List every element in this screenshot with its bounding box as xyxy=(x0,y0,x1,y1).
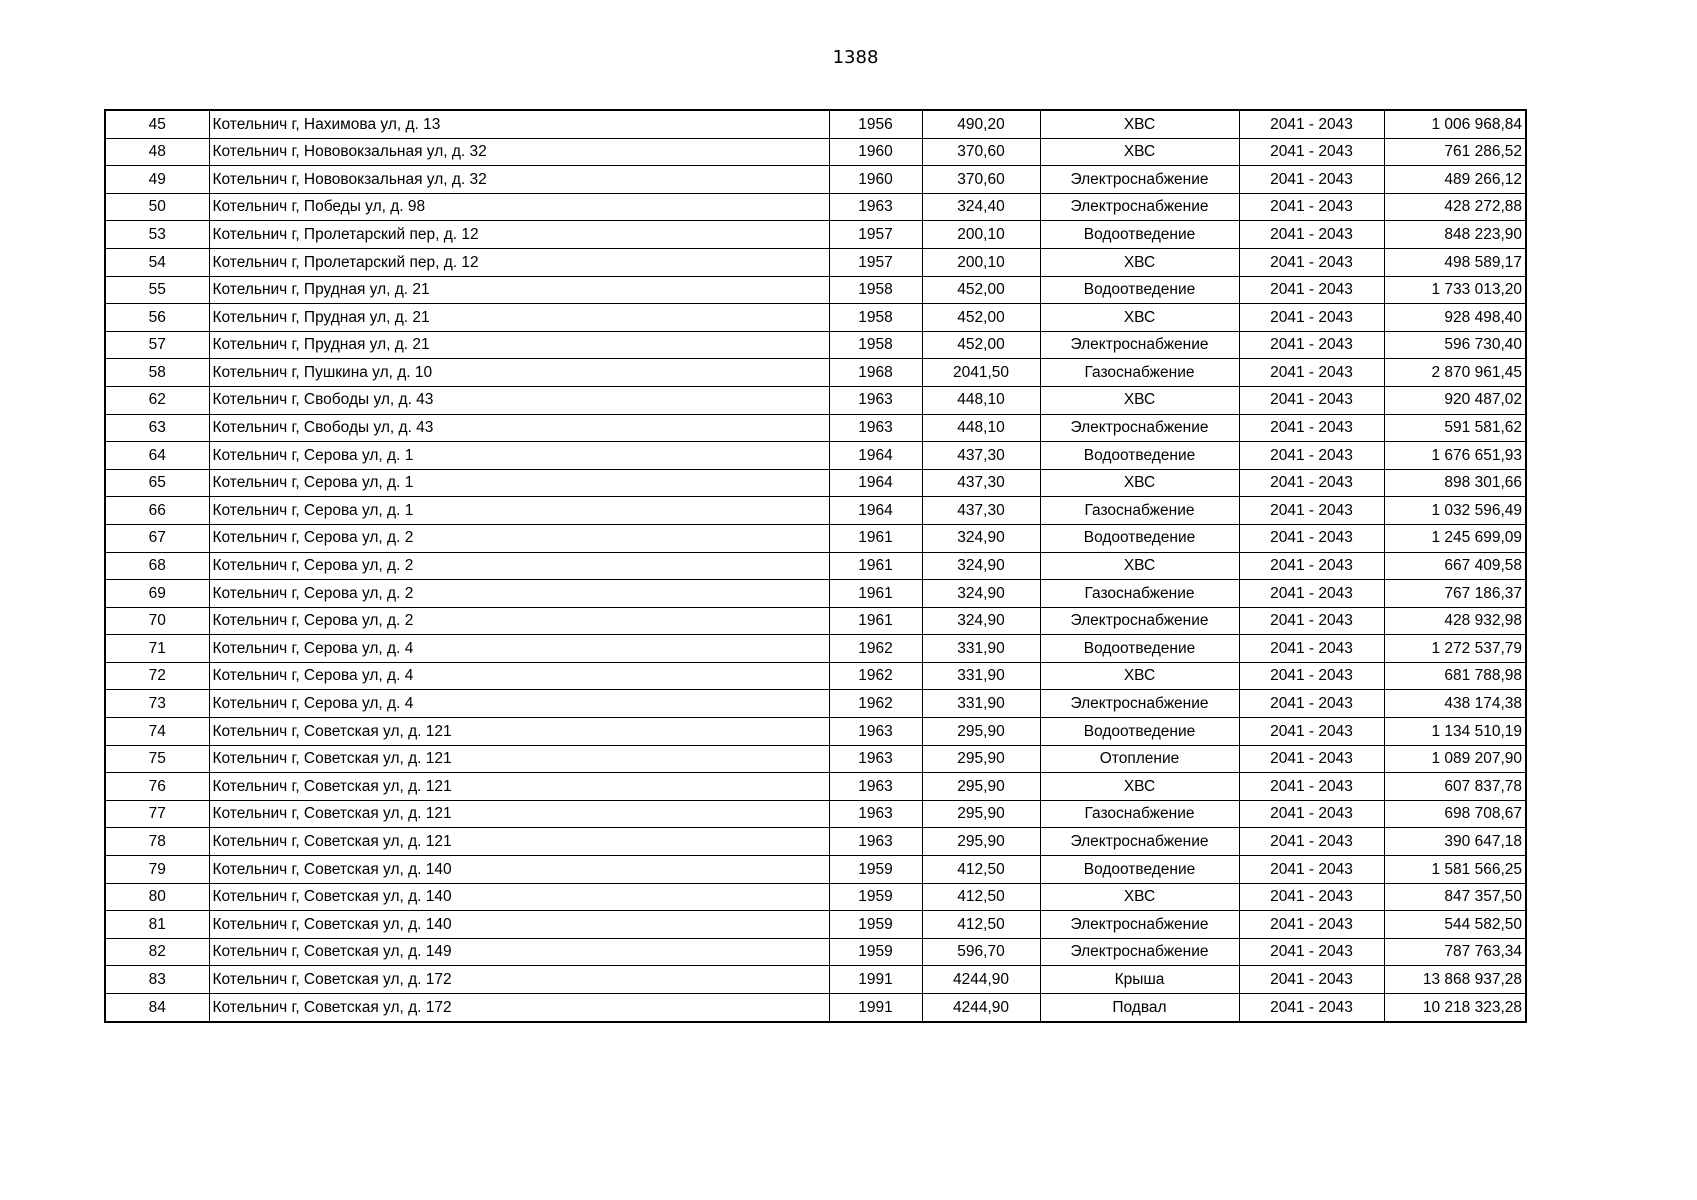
period-cell: 2041 - 2043 xyxy=(1239,442,1384,470)
period-cell: 2041 - 2043 xyxy=(1239,497,1384,525)
period-cell: 2041 - 2043 xyxy=(1239,883,1384,911)
cost-cell: 1 733 013,20 xyxy=(1384,276,1526,304)
year-cell: 1962 xyxy=(829,690,922,718)
address-cell: Котельнич г, Победы ул, д. 98 xyxy=(209,193,829,221)
year-cell: 1964 xyxy=(829,442,922,470)
area-cell: 412,50 xyxy=(922,911,1040,939)
period-cell: 2041 - 2043 xyxy=(1239,911,1384,939)
period-cell: 2041 - 2043 xyxy=(1239,773,1384,801)
cost-cell: 390 647,18 xyxy=(1384,828,1526,856)
year-cell: 1963 xyxy=(829,414,922,442)
table-row xyxy=(105,193,1526,221)
address-cell: Котельнич г, Советская ул, д. 121 xyxy=(209,718,829,746)
cost-cell: 1 272 537,79 xyxy=(1384,635,1526,663)
table-row xyxy=(105,248,1526,276)
address-cell: Котельнич г, Советская ул, д. 121 xyxy=(209,745,829,773)
cost-cell: 2 870 961,45 xyxy=(1384,359,1526,387)
row-number: 70 xyxy=(105,607,209,635)
address-cell: Котельнич г, Нахимова ул, д. 13 xyxy=(209,110,829,138)
row-number: 48 xyxy=(105,138,209,166)
table-row xyxy=(105,662,1526,690)
table-row xyxy=(105,635,1526,663)
area-cell: 448,10 xyxy=(922,414,1040,442)
year-cell: 1963 xyxy=(829,745,922,773)
row-number: 81 xyxy=(105,911,209,939)
row-number: 78 xyxy=(105,828,209,856)
table-row xyxy=(105,442,1526,470)
area-cell: 295,90 xyxy=(922,718,1040,746)
area-cell: 437,30 xyxy=(922,442,1040,470)
area-cell: 200,10 xyxy=(922,221,1040,249)
table-row xyxy=(105,552,1526,580)
year-cell: 1963 xyxy=(829,193,922,221)
address-cell: Котельнич г, Свободы ул, д. 43 xyxy=(209,386,829,414)
area-cell: 331,90 xyxy=(922,662,1040,690)
work-type-cell: ХВС xyxy=(1040,469,1239,497)
row-number: 50 xyxy=(105,193,209,221)
table-row xyxy=(105,580,1526,608)
area-cell: 452,00 xyxy=(922,276,1040,304)
area-cell: 200,10 xyxy=(922,248,1040,276)
year-cell: 1959 xyxy=(829,856,922,884)
table-row xyxy=(105,883,1526,911)
table-row xyxy=(105,966,1526,994)
table-row xyxy=(105,938,1526,966)
area-cell: 4244,90 xyxy=(922,994,1040,1022)
year-cell: 1963 xyxy=(829,718,922,746)
row-number: 66 xyxy=(105,497,209,525)
period-cell: 2041 - 2043 xyxy=(1239,469,1384,497)
address-cell: Котельнич г, Советская ул, д. 149 xyxy=(209,938,829,966)
cost-cell: 1 032 596,49 xyxy=(1384,497,1526,525)
period-cell: 2041 - 2043 xyxy=(1239,607,1384,635)
area-cell: 324,90 xyxy=(922,524,1040,552)
cost-cell: 698 708,67 xyxy=(1384,800,1526,828)
row-number: 72 xyxy=(105,662,209,690)
cost-cell: 544 582,50 xyxy=(1384,911,1526,939)
row-number: 64 xyxy=(105,442,209,470)
period-cell: 2041 - 2043 xyxy=(1239,994,1384,1022)
work-type-cell: ХВС xyxy=(1040,883,1239,911)
period-cell: 2041 - 2043 xyxy=(1239,552,1384,580)
address-cell: Котельнич г, Серова ул, д. 1 xyxy=(209,442,829,470)
work-type-cell: Водоотведение xyxy=(1040,856,1239,884)
year-cell: 1968 xyxy=(829,359,922,387)
address-cell: Котельнич г, Прудная ул, д. 21 xyxy=(209,304,829,332)
period-cell: 2041 - 2043 xyxy=(1239,580,1384,608)
row-number: 71 xyxy=(105,635,209,663)
period-cell: 2041 - 2043 xyxy=(1239,662,1384,690)
cost-cell: 428 272,88 xyxy=(1384,193,1526,221)
work-type-cell: Электроснабжение xyxy=(1040,690,1239,718)
address-cell: Котельнич г, Советская ул, д. 172 xyxy=(209,994,829,1022)
year-cell: 1961 xyxy=(829,580,922,608)
work-type-cell: Водоотведение xyxy=(1040,442,1239,470)
table-row xyxy=(105,166,1526,194)
row-number: 49 xyxy=(105,166,209,194)
period-cell: 2041 - 2043 xyxy=(1239,138,1384,166)
area-cell: 412,50 xyxy=(922,883,1040,911)
address-cell: Котельнич г, Пролетарский пер, д. 12 xyxy=(209,248,829,276)
table-row xyxy=(105,745,1526,773)
work-type-cell: ХВС xyxy=(1040,110,1239,138)
table-row xyxy=(105,497,1526,525)
table-row xyxy=(105,469,1526,497)
table-row xyxy=(105,331,1526,359)
cost-cell: 1 245 699,09 xyxy=(1384,524,1526,552)
period-cell: 2041 - 2043 xyxy=(1239,386,1384,414)
area-cell: 324,90 xyxy=(922,607,1040,635)
year-cell: 1962 xyxy=(829,662,922,690)
cost-cell: 787 763,34 xyxy=(1384,938,1526,966)
period-cell: 2041 - 2043 xyxy=(1239,856,1384,884)
area-cell: 295,90 xyxy=(922,800,1040,828)
work-type-cell: Электроснабжение xyxy=(1040,166,1239,194)
address-cell: Котельнич г, Советская ул, д. 140 xyxy=(209,883,829,911)
period-cell: 2041 - 2043 xyxy=(1239,110,1384,138)
area-cell: 452,00 xyxy=(922,304,1040,332)
address-cell: Котельнич г, Советская ул, д. 172 xyxy=(209,966,829,994)
table-row xyxy=(105,524,1526,552)
address-cell: Котельнич г, Прудная ул, д. 21 xyxy=(209,331,829,359)
row-number: 69 xyxy=(105,580,209,608)
year-cell: 1958 xyxy=(829,304,922,332)
work-type-cell: Водоотведение xyxy=(1040,221,1239,249)
row-number: 83 xyxy=(105,966,209,994)
address-cell: Котельнич г, Серова ул, д. 2 xyxy=(209,552,829,580)
year-cell: 1958 xyxy=(829,331,922,359)
period-cell: 2041 - 2043 xyxy=(1239,166,1384,194)
work-type-cell: Водоотведение xyxy=(1040,524,1239,552)
row-number: 73 xyxy=(105,690,209,718)
work-type-cell: Газоснабжение xyxy=(1040,800,1239,828)
work-type-cell: ХВС xyxy=(1040,662,1239,690)
work-type-cell: Электроснабжение xyxy=(1040,331,1239,359)
cost-cell: 920 487,02 xyxy=(1384,386,1526,414)
year-cell: 1957 xyxy=(829,248,922,276)
table-row xyxy=(105,386,1526,414)
cost-cell: 848 223,90 xyxy=(1384,221,1526,249)
table-row xyxy=(105,690,1526,718)
work-type-cell: Подвал xyxy=(1040,994,1239,1022)
table-row xyxy=(105,110,1526,138)
page-number: 1388 xyxy=(832,47,879,68)
cost-cell: 596 730,40 xyxy=(1384,331,1526,359)
table-row xyxy=(105,994,1526,1022)
row-number: 75 xyxy=(105,745,209,773)
period-cell: 2041 - 2043 xyxy=(1239,414,1384,442)
area-cell: 4244,90 xyxy=(922,966,1040,994)
year-cell: 1960 xyxy=(829,166,922,194)
address-cell: Котельнич г, Пушкина ул, д. 10 xyxy=(209,359,829,387)
year-cell: 1960 xyxy=(829,138,922,166)
row-number: 62 xyxy=(105,386,209,414)
year-cell: 1957 xyxy=(829,221,922,249)
year-cell: 1963 xyxy=(829,773,922,801)
row-number: 80 xyxy=(105,883,209,911)
period-cell: 2041 - 2043 xyxy=(1239,800,1384,828)
period-cell: 2041 - 2043 xyxy=(1239,690,1384,718)
work-type-cell: Водоотведение xyxy=(1040,635,1239,663)
table-row xyxy=(105,221,1526,249)
year-cell: 1961 xyxy=(829,552,922,580)
row-number: 77 xyxy=(105,800,209,828)
period-cell: 2041 - 2043 xyxy=(1239,718,1384,746)
period-cell: 2041 - 2043 xyxy=(1239,745,1384,773)
cost-cell: 847 357,50 xyxy=(1384,883,1526,911)
year-cell: 1963 xyxy=(829,828,922,856)
work-type-cell: Электроснабжение xyxy=(1040,607,1239,635)
row-number: 55 xyxy=(105,276,209,304)
cost-cell: 438 174,38 xyxy=(1384,690,1526,718)
cost-cell: 761 286,52 xyxy=(1384,138,1526,166)
area-cell: 295,90 xyxy=(922,828,1040,856)
row-number: 54 xyxy=(105,248,209,276)
work-type-cell: Электроснабжение xyxy=(1040,193,1239,221)
work-type-cell: Электроснабжение xyxy=(1040,938,1239,966)
area-cell: 295,90 xyxy=(922,745,1040,773)
work-type-cell: Отопление xyxy=(1040,745,1239,773)
work-type-cell: ХВС xyxy=(1040,386,1239,414)
table-row xyxy=(105,607,1526,635)
year-cell: 1964 xyxy=(829,469,922,497)
year-cell: 1959 xyxy=(829,883,922,911)
address-cell: Котельнич г, Свободы ул, д. 43 xyxy=(209,414,829,442)
address-cell: Котельнич г, Серова ул, д. 1 xyxy=(209,497,829,525)
year-cell: 1991 xyxy=(829,994,922,1022)
area-cell: 370,60 xyxy=(922,166,1040,194)
area-cell: 331,90 xyxy=(922,690,1040,718)
period-cell: 2041 - 2043 xyxy=(1239,221,1384,249)
area-cell: 324,90 xyxy=(922,552,1040,580)
row-number: 57 xyxy=(105,331,209,359)
year-cell: 1958 xyxy=(829,276,922,304)
cost-cell: 428 932,98 xyxy=(1384,607,1526,635)
cost-cell: 681 788,98 xyxy=(1384,662,1526,690)
row-number: 58 xyxy=(105,359,209,387)
table-body xyxy=(105,110,1526,1022)
address-cell: Котельнич г, Пролетарский пер, д. 12 xyxy=(209,221,829,249)
address-cell: Котельнич г, Нововокзальная ул, д. 32 xyxy=(209,138,829,166)
year-cell: 1962 xyxy=(829,635,922,663)
cost-cell: 10 218 323,28 xyxy=(1384,994,1526,1022)
address-cell: Котельнич г, Советская ул, д. 121 xyxy=(209,828,829,856)
year-cell: 1956 xyxy=(829,110,922,138)
row-number: 79 xyxy=(105,856,209,884)
area-cell: 596,70 xyxy=(922,938,1040,966)
cost-cell: 591 581,62 xyxy=(1384,414,1526,442)
work-type-cell: Газоснабжение xyxy=(1040,580,1239,608)
area-cell: 412,50 xyxy=(922,856,1040,884)
table-row xyxy=(105,304,1526,332)
work-type-cell: ХВС xyxy=(1040,138,1239,166)
address-cell: Котельнич г, Советская ул, д. 121 xyxy=(209,800,829,828)
area-cell: 370,60 xyxy=(922,138,1040,166)
area-cell: 331,90 xyxy=(922,635,1040,663)
address-cell: Котельнич г, Серова ул, д. 4 xyxy=(209,635,829,663)
work-type-cell: Газоснабжение xyxy=(1040,359,1239,387)
work-type-cell: ХВС xyxy=(1040,304,1239,332)
work-type-cell: Крыша xyxy=(1040,966,1239,994)
area-cell: 295,90 xyxy=(922,773,1040,801)
area-cell: 324,90 xyxy=(922,580,1040,608)
row-number: 63 xyxy=(105,414,209,442)
cost-cell: 767 186,37 xyxy=(1384,580,1526,608)
year-cell: 1961 xyxy=(829,607,922,635)
period-cell: 2041 - 2043 xyxy=(1239,304,1384,332)
address-cell: Котельнич г, Советская ул, д. 121 xyxy=(209,773,829,801)
address-cell: Котельнич г, Серова ул, д. 4 xyxy=(209,662,829,690)
address-cell: Котельнич г, Прудная ул, д. 21 xyxy=(209,276,829,304)
table-row xyxy=(105,911,1526,939)
area-cell: 490,20 xyxy=(922,110,1040,138)
period-cell: 2041 - 2043 xyxy=(1239,276,1384,304)
row-number: 65 xyxy=(105,469,209,497)
address-cell: Котельнич г, Серова ул, д. 2 xyxy=(209,607,829,635)
year-cell: 1991 xyxy=(829,966,922,994)
address-cell: Котельнич г, Серова ул, д. 2 xyxy=(209,580,829,608)
work-type-cell: Водоотведение xyxy=(1040,718,1239,746)
work-type-cell: Электроснабжение xyxy=(1040,414,1239,442)
address-cell: Котельнич г, Советская ул, д. 140 xyxy=(209,911,829,939)
row-number: 67 xyxy=(105,524,209,552)
cost-cell: 13 868 937,28 xyxy=(1384,966,1526,994)
row-number: 74 xyxy=(105,718,209,746)
address-cell: Котельнич г, Советская ул, д. 140 xyxy=(209,856,829,884)
table-row xyxy=(105,856,1526,884)
work-type-cell: ХВС xyxy=(1040,552,1239,580)
row-number: 82 xyxy=(105,938,209,966)
work-type-cell: Электроснабжение xyxy=(1040,911,1239,939)
year-cell: 1959 xyxy=(829,938,922,966)
row-number: 53 xyxy=(105,221,209,249)
area-cell: 437,30 xyxy=(922,469,1040,497)
year-cell: 1964 xyxy=(829,497,922,525)
area-cell: 452,00 xyxy=(922,331,1040,359)
address-cell: Котельнич г, Серова ул, д. 1 xyxy=(209,469,829,497)
cost-cell: 898 301,66 xyxy=(1384,469,1526,497)
period-cell: 2041 - 2043 xyxy=(1239,966,1384,994)
repair-schedule-table xyxy=(104,109,1527,1023)
row-number: 56 xyxy=(105,304,209,332)
work-type-cell: ХВС xyxy=(1040,248,1239,276)
period-cell: 2041 - 2043 xyxy=(1239,331,1384,359)
period-cell: 2041 - 2043 xyxy=(1239,635,1384,663)
table-row xyxy=(105,773,1526,801)
area-cell: 448,10 xyxy=(922,386,1040,414)
cost-cell: 1 006 968,84 xyxy=(1384,110,1526,138)
address-cell: Котельнич г, Серова ул, д. 4 xyxy=(209,690,829,718)
period-cell: 2041 - 2043 xyxy=(1239,248,1384,276)
table-row xyxy=(105,414,1526,442)
cost-cell: 607 837,78 xyxy=(1384,773,1526,801)
table-row xyxy=(105,718,1526,746)
period-cell: 2041 - 2043 xyxy=(1239,193,1384,221)
work-type-cell: ХВС xyxy=(1040,773,1239,801)
address-cell: Котельнич г, Нововокзальная ул, д. 32 xyxy=(209,166,829,194)
work-type-cell: Газоснабжение xyxy=(1040,497,1239,525)
table-row xyxy=(105,828,1526,856)
row-number: 45 xyxy=(105,110,209,138)
work-type-cell: Водоотведение xyxy=(1040,276,1239,304)
row-number: 68 xyxy=(105,552,209,580)
cost-cell: 498 589,17 xyxy=(1384,248,1526,276)
year-cell: 1963 xyxy=(829,800,922,828)
period-cell: 2041 - 2043 xyxy=(1239,938,1384,966)
work-type-cell: Электроснабжение xyxy=(1040,828,1239,856)
table-row xyxy=(105,359,1526,387)
cost-cell: 1 676 651,93 xyxy=(1384,442,1526,470)
cost-cell: 489 266,12 xyxy=(1384,166,1526,194)
year-cell: 1959 xyxy=(829,911,922,939)
year-cell: 1963 xyxy=(829,386,922,414)
cost-cell: 1 134 510,19 xyxy=(1384,718,1526,746)
area-cell: 324,40 xyxy=(922,193,1040,221)
address-cell: Котельнич г, Серова ул, д. 2 xyxy=(209,524,829,552)
cost-cell: 1 581 566,25 xyxy=(1384,856,1526,884)
table-row xyxy=(105,138,1526,166)
cost-cell: 1 089 207,90 xyxy=(1384,745,1526,773)
table-row xyxy=(105,276,1526,304)
row-number: 76 xyxy=(105,773,209,801)
period-cell: 2041 - 2043 xyxy=(1239,359,1384,387)
row-number: 84 xyxy=(105,994,209,1022)
area-cell: 437,30 xyxy=(922,497,1040,525)
table-row xyxy=(105,800,1526,828)
year-cell: 1961 xyxy=(829,524,922,552)
cost-cell: 667 409,58 xyxy=(1384,552,1526,580)
period-cell: 2041 - 2043 xyxy=(1239,828,1384,856)
cost-cell: 928 498,40 xyxy=(1384,304,1526,332)
area-cell: 2041,50 xyxy=(922,359,1040,387)
period-cell: 2041 - 2043 xyxy=(1239,524,1384,552)
